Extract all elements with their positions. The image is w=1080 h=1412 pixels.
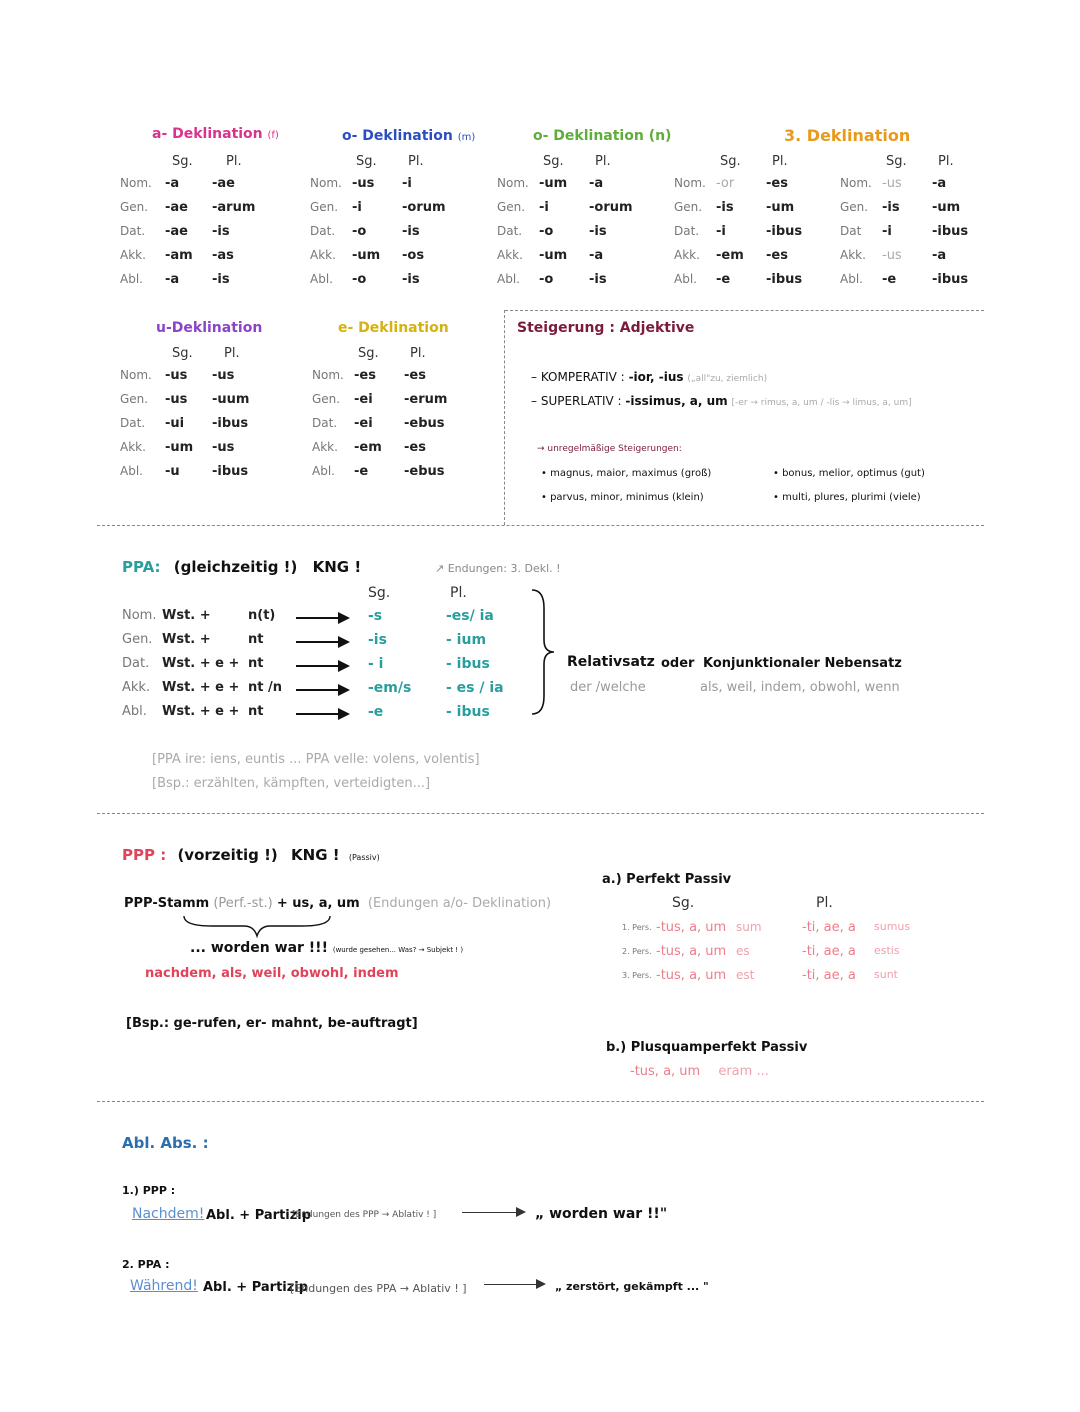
plural-ending: -es bbox=[404, 368, 426, 383]
sg-header: Sg. bbox=[886, 154, 907, 169]
plural-ending: - es / ia bbox=[446, 680, 504, 696]
singular-ending: -um bbox=[539, 248, 568, 263]
plural-ending: -es bbox=[766, 176, 788, 191]
plusquamperfekt-line: -tus, a, um eram ... bbox=[630, 1064, 769, 1079]
konjunktional-label: Konjunktionaler Nebensatz bbox=[703, 656, 902, 671]
singular-ending: -e bbox=[716, 272, 731, 287]
plural-ending: -ebus bbox=[404, 464, 445, 479]
case-label: Akk. bbox=[312, 440, 338, 454]
perf-pl-header: Pl. bbox=[816, 895, 833, 911]
case-label: Dat. bbox=[120, 224, 146, 238]
plural-ending: -erum bbox=[404, 392, 448, 407]
singular-ending: -e bbox=[882, 272, 897, 287]
singular-ending: -ei bbox=[354, 392, 373, 407]
singular-ending: -i bbox=[539, 200, 549, 215]
ppa-bracket-note: [PPA ire: iens, euntis ... PPA velle: volens, volentis] bbox=[152, 752, 480, 767]
case-label: Gen. bbox=[310, 200, 339, 214]
singular-ending: -um bbox=[539, 176, 568, 191]
stem-suffix: nt bbox=[248, 656, 264, 671]
plural-ending: -is bbox=[589, 224, 607, 239]
konjunktional-sub: als, weil, indem, obwohl, wenn bbox=[700, 680, 900, 695]
a-declension-title: a- Deklination (f) bbox=[152, 126, 279, 142]
singular-ending: -am bbox=[165, 248, 193, 263]
singular-ending: -us bbox=[165, 368, 188, 383]
word-stem: Wst. + e + bbox=[162, 704, 240, 719]
plural-ending: -ibus bbox=[766, 224, 803, 239]
arrow-icon bbox=[296, 641, 348, 643]
singular-ending: -or bbox=[716, 176, 735, 191]
singular-ending: -i bbox=[882, 224, 892, 239]
ppa-subheading: 2. PPA : bbox=[122, 1258, 170, 1271]
steigerung-box-divider bbox=[504, 310, 505, 525]
o-declension-m-table bbox=[310, 126, 490, 296]
singular-ending: -s bbox=[368, 608, 383, 624]
plural-ending: -ibus bbox=[212, 464, 249, 479]
e-declension-title: e- Deklination bbox=[338, 320, 449, 336]
case-label: Abl. bbox=[840, 272, 863, 286]
pl-header: Pl. bbox=[772, 154, 788, 169]
o-declension-n-table bbox=[497, 126, 672, 296]
plural-ending: -ebus bbox=[404, 416, 445, 431]
pl-header: Pl. bbox=[226, 154, 242, 169]
perfekt-passiv-title: a.) Perfekt Passiv bbox=[602, 872, 732, 887]
singular-ending: -e bbox=[368, 704, 384, 720]
stem-suffix: nt bbox=[248, 632, 264, 647]
oder-label: oder bbox=[661, 656, 695, 671]
stem-suffix: nt /n bbox=[248, 680, 282, 695]
case-label: Gen. bbox=[120, 392, 149, 406]
ppp-brace bbox=[182, 914, 332, 940]
ppa-pl-header: Pl. bbox=[450, 585, 467, 601]
singular-ending: -i bbox=[716, 224, 726, 239]
plural-ending: -a bbox=[589, 248, 604, 263]
case-label: Nom. bbox=[840, 176, 872, 190]
word-stem: Wst. + bbox=[162, 632, 211, 647]
plural-ending: - ibus bbox=[446, 656, 490, 672]
case-label: Gen. bbox=[120, 200, 149, 214]
irregular-item: • parvus, minor, minimus (klein) bbox=[541, 492, 704, 503]
plural-ending: -es/ ia bbox=[446, 608, 494, 624]
zerstoert-result: „ zerstört, gekämpft ... " bbox=[555, 1280, 709, 1293]
singular-ending: -o bbox=[539, 224, 554, 239]
plural-ending: -as bbox=[212, 248, 234, 263]
case-label: Dat. bbox=[120, 416, 146, 430]
singular-ending: -tus, a, um bbox=[656, 968, 727, 983]
plural-ending: -ti, ae, a bbox=[802, 920, 856, 935]
plural-ending: -is bbox=[589, 272, 607, 287]
case-label: Abl. bbox=[497, 272, 520, 286]
ppp-ablativ-note: [Endungen des PPP → Ablativ ! ] bbox=[292, 1210, 437, 1220]
case-label: Dat. bbox=[310, 224, 336, 238]
singular-ending: -o bbox=[352, 272, 367, 287]
plural-ending: -is bbox=[212, 224, 230, 239]
plural-ending: -ibus bbox=[766, 272, 803, 287]
singular-ending: -ae bbox=[165, 200, 188, 215]
steigerung-title: Steigerung : Adjektive bbox=[517, 320, 695, 336]
perf-sg-header: Sg. bbox=[672, 895, 695, 911]
ppa-heading: PPA: (gleichzeitig !) KNG ! bbox=[122, 558, 362, 576]
plural-ending: -ibus bbox=[212, 416, 249, 431]
case-label: Dat bbox=[840, 224, 862, 238]
case-label: Dat. bbox=[497, 224, 523, 238]
abl-abs-title: Abl. Abs. : bbox=[122, 1134, 209, 1152]
case-label: Gen. bbox=[312, 392, 341, 406]
plural-ending: -orum bbox=[402, 200, 446, 215]
relativsatz-label: Relativsatz bbox=[567, 654, 655, 670]
singular-ending: -e bbox=[354, 464, 369, 479]
case-label: Gen. bbox=[674, 200, 703, 214]
case-label: Abl. bbox=[120, 272, 143, 286]
singular-ending: -us bbox=[352, 176, 375, 191]
singular-ending: -i bbox=[352, 200, 362, 215]
ppp-heading: PPP : (vorzeitig !) KNG ! (Passiv) bbox=[122, 846, 380, 864]
case-label: Abl. bbox=[122, 704, 147, 719]
nachdem-keyword: Nachdem! bbox=[132, 1206, 205, 1222]
irregular-title: → unregelmäßige Steigerungen: bbox=[537, 444, 682, 454]
ppa-curly-brace bbox=[528, 588, 558, 718]
irregular-item: • bonus, melior, optimus (gut) bbox=[773, 468, 925, 479]
case-label: Abl. bbox=[120, 464, 143, 478]
singular-ending: -em bbox=[716, 248, 744, 263]
arrow-icon bbox=[462, 1212, 524, 1213]
plural-ending: -a bbox=[932, 176, 947, 191]
plural-ending: -ae bbox=[212, 176, 235, 191]
plural-ending: - ium bbox=[446, 632, 487, 648]
singular-aux: sum bbox=[736, 920, 762, 934]
singular-aux: es bbox=[736, 944, 750, 958]
o-declension-m-title: o- Deklination (m) bbox=[342, 128, 476, 144]
sg-header: Sg. bbox=[720, 154, 741, 169]
sg-header: Sg. bbox=[172, 346, 193, 361]
plural-ending: -orum bbox=[589, 200, 633, 215]
case-label: Akk. bbox=[840, 248, 866, 262]
e-declension-table bbox=[312, 318, 492, 488]
pl-header: Pl. bbox=[938, 154, 954, 169]
case-label: Abl. bbox=[310, 272, 333, 286]
case-label: Gen. bbox=[122, 632, 153, 647]
stem-suffix: n(t) bbox=[248, 608, 276, 623]
singular-ending: -a bbox=[165, 272, 180, 287]
waehrend-keyword: Während! bbox=[130, 1278, 198, 1294]
singular-ending: -us bbox=[882, 176, 902, 191]
irregular-item: • multi, plures, plurimi (viele) bbox=[773, 492, 921, 503]
ppp-example: [Bsp.: ge-rufen, er- mahnt, be-auftragt] bbox=[126, 1016, 418, 1031]
ppp-conjunctions: nachdem, als, weil, obwohl, indem bbox=[145, 966, 399, 981]
singular-ending: -tus, a, um bbox=[656, 920, 727, 935]
singular-ending: -ei bbox=[354, 416, 373, 431]
case-label: Dat. bbox=[674, 224, 700, 238]
plural-ending: -os bbox=[402, 248, 425, 263]
singular-aux: est bbox=[736, 968, 755, 982]
ppp-subheading: 1.) PPP : bbox=[122, 1184, 176, 1197]
case-label: Nom. bbox=[674, 176, 706, 190]
case-label: Nom. bbox=[312, 368, 344, 382]
singular-ending: -o bbox=[539, 272, 554, 287]
abl-partizip-1: Abl. + Partizip bbox=[206, 1208, 312, 1223]
irregular-item: • magnus, maior, maximus (groß) bbox=[541, 468, 712, 479]
singular-ending: -um bbox=[165, 440, 194, 455]
singular-ending: -is bbox=[716, 200, 734, 215]
plural-aux: sumus bbox=[874, 920, 911, 933]
case-label: Nom. bbox=[120, 176, 152, 190]
plural-ending: -us bbox=[212, 440, 235, 455]
singular-ending: -ui bbox=[165, 416, 185, 431]
singular-ending: - i bbox=[368, 656, 384, 672]
plural-ending: -arum bbox=[212, 200, 256, 215]
plural-ending: -is bbox=[402, 272, 420, 287]
person-label: 1. Pers. bbox=[622, 923, 652, 932]
case-label: Nom. bbox=[310, 176, 342, 190]
plural-ending: -is bbox=[212, 272, 230, 287]
case-label: Akk. bbox=[120, 440, 146, 454]
worden-war: ... worden war !!! (wurde gesehen... Was? → Subjekt ! ) bbox=[190, 940, 464, 956]
case-label: Akk. bbox=[310, 248, 336, 262]
singular-ending: -a bbox=[165, 176, 180, 191]
plural-aux: sunt bbox=[874, 968, 898, 981]
plural-ending: -ti, ae, a bbox=[802, 944, 856, 959]
arrow-icon bbox=[296, 689, 348, 691]
singular-ending: -ae bbox=[165, 224, 188, 239]
plusquamperfekt-title: b.) Plusquamperfekt Passiv bbox=[606, 1040, 808, 1055]
sg-header: Sg. bbox=[543, 154, 564, 169]
plural-ending: -um bbox=[932, 200, 961, 215]
arrow-icon bbox=[296, 713, 348, 715]
u-declension-table bbox=[120, 318, 300, 488]
arrow-icon bbox=[296, 665, 348, 667]
steigerung-box bbox=[515, 318, 980, 518]
plural-aux: estis bbox=[874, 944, 900, 957]
case-label: Abl. bbox=[312, 464, 335, 478]
pl-header: Pl. bbox=[408, 154, 424, 169]
ppa-ablativ-note: [Endungen des PPA → Ablativ ! ] bbox=[290, 1282, 467, 1295]
plural-ending: -uum bbox=[212, 392, 250, 407]
plural-ending: -us bbox=[212, 368, 235, 383]
o-declension-n-title: o- Deklination (n) bbox=[533, 128, 672, 144]
word-stem: Wst. + bbox=[162, 608, 211, 623]
case-label: Abl. bbox=[674, 272, 697, 286]
singular-ending: -tus, a, um bbox=[656, 944, 727, 959]
plural-ending: -is bbox=[402, 224, 420, 239]
stem-suffix: nt bbox=[248, 704, 264, 719]
section-divider bbox=[97, 813, 984, 814]
case-label: Dat. bbox=[312, 416, 338, 430]
ppp-stamm-line: PPP-Stamm (Perf.-st.) + us, a, um (Endungen a/o- Deklination) bbox=[124, 896, 552, 911]
plural-ending: -ibus bbox=[932, 272, 969, 287]
section-divider bbox=[97, 525, 984, 526]
pl-header: Pl. bbox=[224, 346, 240, 361]
steigerung-box-border bbox=[505, 310, 984, 311]
singular-ending: -um bbox=[352, 248, 381, 263]
singular-ending: -u bbox=[165, 464, 180, 479]
ppa-endings-note: ↗ Endungen: 3. Dekl. ! bbox=[435, 562, 561, 575]
a-declension-table bbox=[120, 126, 300, 296]
worden-war-result: „ worden war !!" bbox=[535, 1206, 668, 1222]
plural-ending: -um bbox=[766, 200, 795, 215]
singular-ending: -o bbox=[352, 224, 367, 239]
relativsatz-sub: der /welche bbox=[570, 680, 646, 695]
plural-ending: -ibus bbox=[932, 224, 969, 239]
plural-ending: -es bbox=[404, 440, 426, 455]
case-label: Akk. bbox=[497, 248, 523, 262]
ppa-sg-header: Sg. bbox=[368, 585, 391, 601]
singular-ending: -is bbox=[368, 632, 387, 648]
plural-ending: -a bbox=[589, 176, 604, 191]
komparativ-line: – KOMPERATIV : -ior, -ius („all"zu, ziemlich) bbox=[531, 370, 768, 384]
singular-ending: -em/s bbox=[368, 680, 412, 696]
sg-header: Sg. bbox=[356, 154, 377, 169]
third-declension-table bbox=[674, 126, 974, 296]
case-label: Nom. bbox=[120, 368, 152, 382]
case-label: Gen. bbox=[840, 200, 869, 214]
case-label: Gen. bbox=[497, 200, 526, 214]
superlativ-line: – SUPERLATIV : -issimus, a, um [-er → rimus, a, um / -lis → limus, a, um] bbox=[531, 394, 912, 408]
case-label: Nom. bbox=[122, 608, 157, 623]
u-declension-title: u-Deklination bbox=[156, 320, 263, 336]
case-label: Akk. bbox=[120, 248, 146, 262]
section-divider bbox=[97, 1101, 984, 1102]
case-label: Nom. bbox=[497, 176, 529, 190]
singular-ending: -em bbox=[354, 440, 382, 455]
abl-partizip-2: Abl. + Partizip bbox=[203, 1280, 309, 1295]
plural-ending: - ibus bbox=[446, 704, 490, 720]
sg-header: Sg. bbox=[358, 346, 379, 361]
plural-ending: -ti, ae, a bbox=[802, 968, 856, 983]
singular-ending: -is bbox=[882, 200, 900, 215]
third-declension-title: 3. Deklination bbox=[784, 126, 911, 145]
arrow-icon bbox=[484, 1284, 544, 1285]
arrow-icon bbox=[296, 617, 348, 619]
pl-header: Pl. bbox=[595, 154, 611, 169]
case-label: Akk. bbox=[674, 248, 700, 262]
person-label: 2. Pers. bbox=[622, 947, 652, 956]
singular-ending: -es bbox=[354, 368, 376, 383]
case-label: Akk. bbox=[122, 680, 151, 695]
singular-ending: -us bbox=[882, 248, 902, 263]
sg-header: Sg. bbox=[172, 154, 193, 169]
ppa-example-note: [Bsp.: erzählten, kämpften, verteidigten...] bbox=[152, 776, 431, 791]
person-label: 3. Pers. bbox=[622, 971, 652, 980]
word-stem: Wst. + e + bbox=[162, 680, 240, 695]
plural-ending: -a bbox=[932, 248, 947, 263]
pl-header: Pl. bbox=[410, 346, 426, 361]
case-label: Dat. bbox=[122, 656, 150, 671]
plural-ending: -es bbox=[766, 248, 788, 263]
word-stem: Wst. + e + bbox=[162, 656, 240, 671]
singular-ending: -us bbox=[165, 392, 188, 407]
plural-ending: -i bbox=[402, 176, 412, 191]
